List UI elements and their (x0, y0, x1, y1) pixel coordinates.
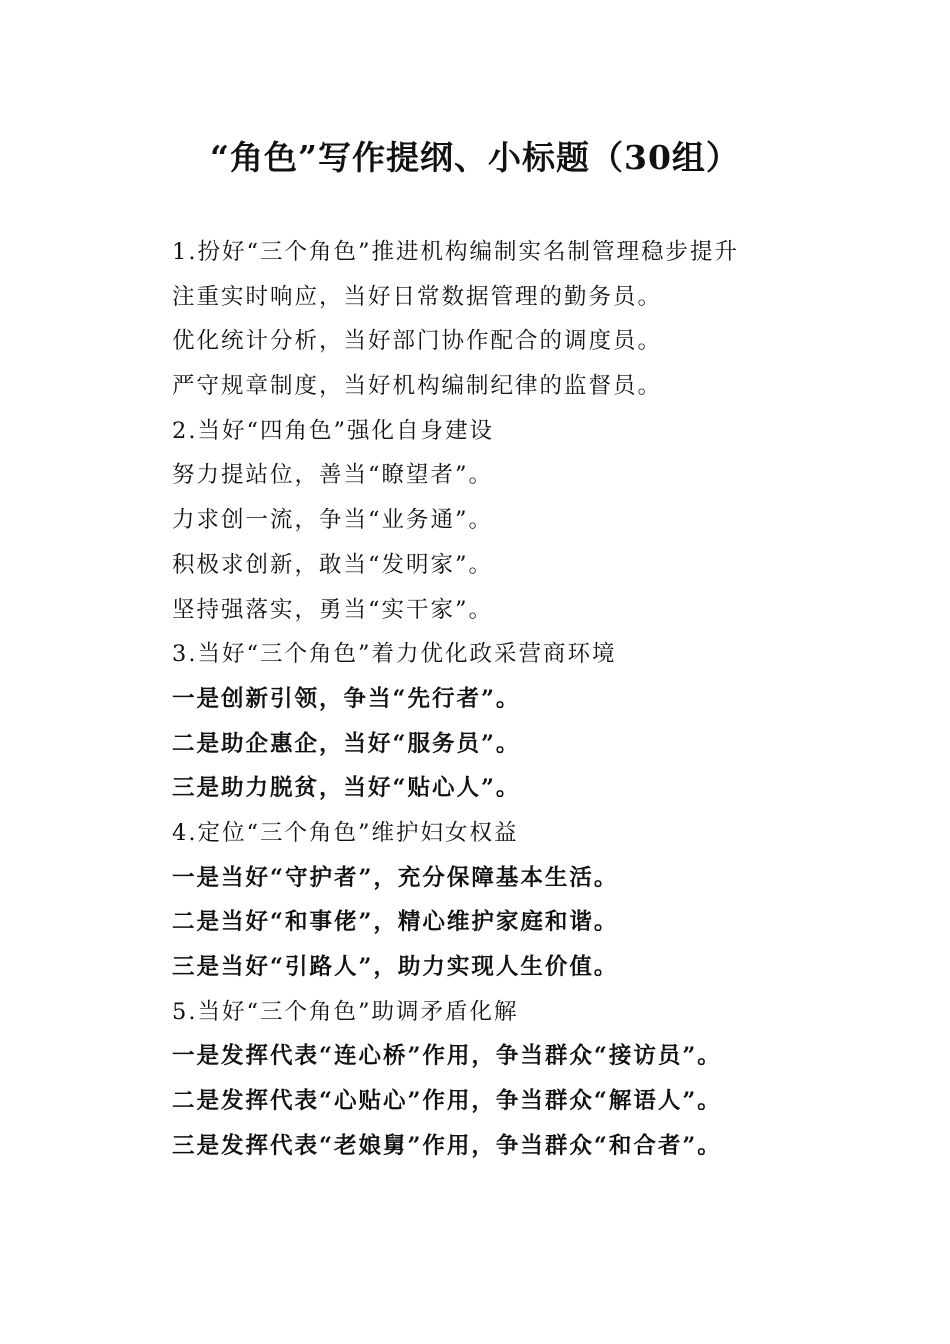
list-item: 注重实时响应，当好日常数据管理的勤务员。 (172, 283, 663, 310)
list-item: 二是当好“和事佬”，精心维护家庭和谐。 (172, 909, 619, 936)
list-item: 力求创一流，争当“业务通”。 (172, 507, 494, 534)
list-item: 一是创新引领，争当“先行者”。 (172, 685, 521, 712)
document-body (172, 230, 912, 1168)
page-title: “角色”写作提纲、小标题（30组） (210, 138, 740, 177)
list-item: 一是发挥代表“连心桥”作用，争当群众“接访员”。 (172, 1043, 722, 1070)
section-heading: 2.当好“四角色”强化自身建设 (172, 417, 494, 444)
list-item: 一是当好“守护者”，充分保障基本生活。 (172, 864, 619, 891)
list-item: 坚持强落实，勇当“实干家”。 (172, 596, 494, 623)
list-item: 三是发挥代表“老娘舅”作用，争当群众“和合者”。 (172, 1132, 722, 1159)
list-item: 二是发挥代表“心贴心”作用，争当群众“解语人”。 (172, 1088, 722, 1115)
section-heading: 1.扮好“三个角色”推进机构编制实名制管理稳步提升 (172, 239, 739, 265)
list-item: 优化统计分析，当好部门协作配合的调度员。 (172, 328, 663, 355)
list-item: 二是助企惠企，当好“服务员”。 (172, 730, 521, 757)
section-heading: 5.当好“三个角色”助调矛盾化解 (172, 998, 519, 1025)
section-heading: 3.当好“三个角色”着力优化政采营商环境 (172, 641, 617, 668)
list-item: 积极求创新，敢当“发明家”。 (172, 551, 494, 578)
list-item: 三是当好“引路人”，助力实现人生价值。 (172, 954, 619, 980)
list-item: 努力提站位，善当“瞭望者”。 (172, 462, 494, 489)
section-heading: 4.定位“三个角色”维护妇女权益 (172, 819, 519, 846)
list-item: 严守规章制度，当好机构编制纪律的监督员。 (172, 373, 663, 400)
list-item: 三是助力脱贫，当好“贴心人”。 (172, 775, 521, 802)
